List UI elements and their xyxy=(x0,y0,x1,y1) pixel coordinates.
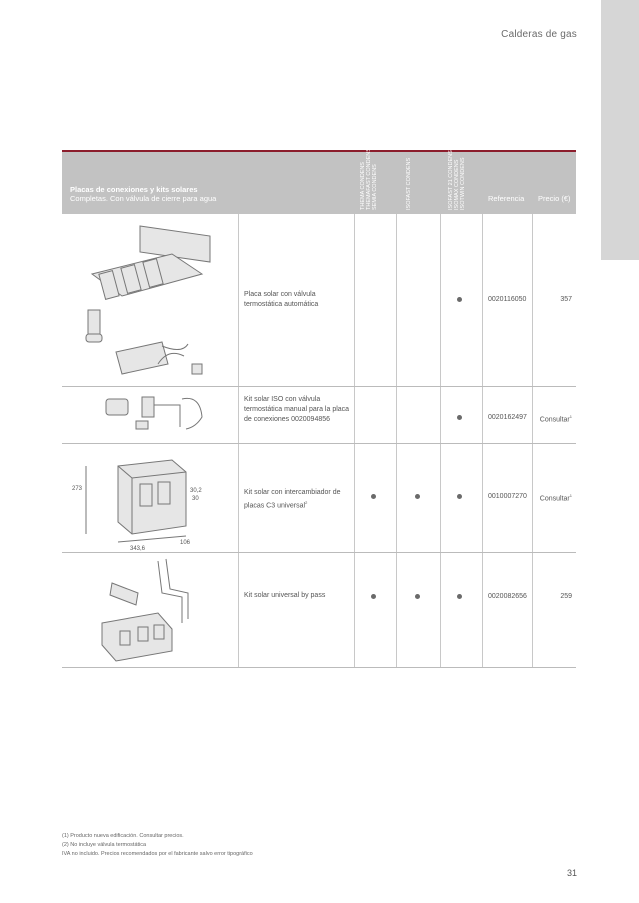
footnote: (2) No incluye válvula termostática xyxy=(62,842,147,848)
dimension-label: 30 xyxy=(192,496,199,502)
price-value: 259 xyxy=(560,593,572,600)
price-value: Consultar$^1$ xyxy=(539,493,572,503)
table-row xyxy=(62,214,576,387)
compatibility-dot xyxy=(415,594,420,599)
section-tab xyxy=(601,0,639,260)
column-header-line: ISOMAX CONDENS xyxy=(454,159,460,210)
table-header xyxy=(62,150,576,214)
iso-solar-kit-image xyxy=(62,387,238,443)
reference-value: 0020162497 xyxy=(488,414,527,421)
table-title: Placas de conexiones y kits solares xyxy=(70,185,198,194)
heat-exchanger-kit-image xyxy=(62,444,238,552)
compatibility-dot xyxy=(457,594,462,599)
product-table xyxy=(62,150,576,668)
reference-value: 0020116050 xyxy=(488,296,527,303)
column-header-thema xyxy=(350,148,390,210)
column-header-line: ISOFAST CONDENS xyxy=(406,157,412,210)
page-header-title: Calderas de gas xyxy=(501,29,577,40)
compatibility-dot xyxy=(457,494,462,499)
price-value: Consultar$^1$ xyxy=(539,414,572,424)
price-value: 357 xyxy=(560,296,572,303)
column-header-line: ISOTWIN CONDENS xyxy=(460,157,466,210)
column-header-line: SEMIA CONDENS xyxy=(372,164,378,210)
footnote: IVA no incluido. Precios recomendados por el fabricante salvo error tipográfico xyxy=(62,851,253,857)
universal-bypass-kit-image xyxy=(62,553,238,667)
column-header-isofast xyxy=(396,158,436,210)
dimension-label: 343,6 xyxy=(130,546,146,552)
reference-value: 0010007270 xyxy=(488,493,527,500)
row-description: Placa solar con válvula termostática automática xyxy=(244,291,319,308)
dimension-label: 30,2 xyxy=(190,488,202,494)
column-header-isofast21 xyxy=(438,150,478,210)
row-description: Kit solar ISO con válvula termostática manual para la placa de conexiones 0020094856 xyxy=(244,396,350,423)
compatibility-dot xyxy=(457,415,462,420)
dimension-label: 273 xyxy=(72,486,83,492)
table-row xyxy=(62,444,576,553)
row-description: Kit solar con intercambiador de placas C3 universal$^2$ xyxy=(244,489,341,510)
price-header: Precio (€) xyxy=(538,194,571,203)
row-description: Kit solar universal by pass xyxy=(244,592,326,599)
page-number: 31 xyxy=(566,868,577,878)
compatibility-dot xyxy=(371,594,376,599)
compatibility-dot xyxy=(371,494,376,499)
solar-plate-valve-image xyxy=(62,214,238,386)
reference-header: Referencia xyxy=(488,194,525,203)
compatibility-dot xyxy=(415,494,420,499)
column-header-line: THEMA CONDENS xyxy=(360,162,366,210)
reference-value: 0020082656 xyxy=(488,593,527,600)
column-header-line: THEMAFAST CONDENS xyxy=(366,148,372,210)
footnote: (1) Producto nueva edificación. Consultar precios. xyxy=(62,833,184,839)
compatibility-dot xyxy=(457,297,462,302)
column-header-line: ISOFAST 21 CONDENS xyxy=(448,150,454,210)
table-row xyxy=(62,553,576,668)
table-subtitle: Completas. Con válvula de cierre para agua xyxy=(70,194,217,203)
table-row xyxy=(62,387,576,444)
dimension-label: 106 xyxy=(180,540,191,546)
